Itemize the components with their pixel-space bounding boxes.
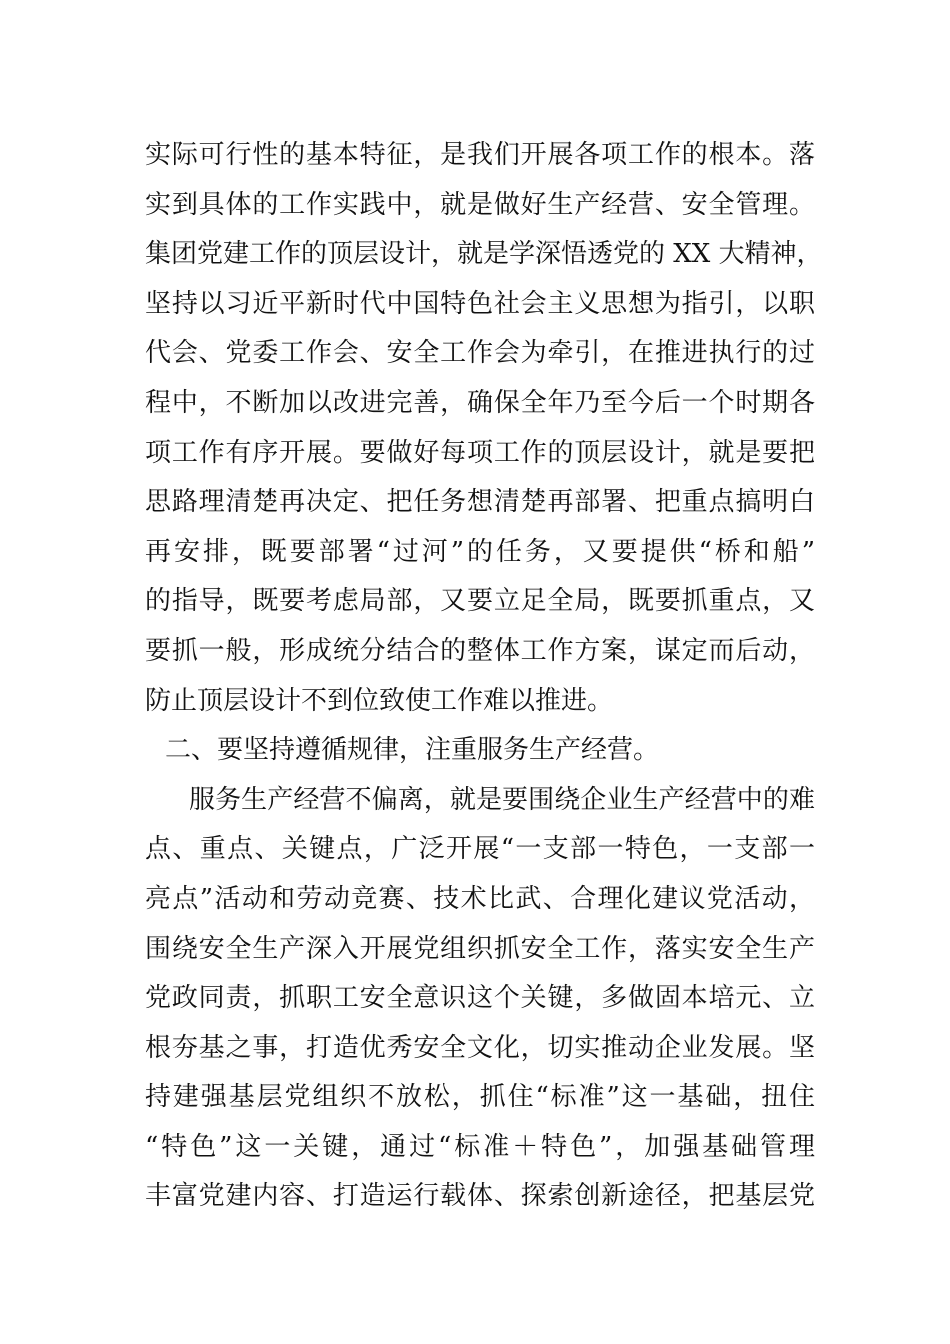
text-line: 点、重点、关键点，广泛开展“一支部一特色，一支部一	[145, 834, 815, 865]
text-line: 代会、党委工作会、安全工作会为牵引，在推进执行的过	[145, 338, 815, 369]
text-line: 党政同责，抓职工安全意识这个关键，多做固本培元、立	[145, 983, 815, 1014]
text-line: 程中，不断加以改进完善，确保全年乃至今后一个时期各	[145, 387, 815, 418]
text-line: 思路理清楚再决定、把任务想清楚再部署、把重点搞明白	[145, 487, 815, 518]
text-line: 根夯基之事，打造优秀安全文化，切实推动企业发展。坚	[145, 1032, 815, 1063]
text-line: 亮点”活动和劳动竞赛、技术比武、合理化建议党活动，	[145, 883, 815, 914]
text-line: 持建强基层党组织不放松，抓住“标准”这一基础，扭住	[145, 1082, 815, 1113]
text-line: 项工作有序开展。要做好每项工作的顶层设计，就是要把	[145, 437, 815, 468]
text-line: 集团党建工作的顶层设计，就是学深悟透党的 XX 大精神，	[145, 239, 823, 270]
text-line: 服务生产经营不偏离，就是要围绕企业生产经营中的难	[189, 784, 815, 815]
text-line: 实到具体的工作实践中，就是做好生产经营、安全管理。	[145, 189, 815, 220]
text-line: 再安排，既要部署“过河”的任务，又要提供“桥和船”	[145, 536, 815, 567]
text-line: 丰富党建内容、打造运行载体、探索创新途径，把基层党	[145, 1181, 815, 1212]
text-line: 围绕安全生产深入开展党组织抓安全工作，落实安全生产	[145, 933, 815, 964]
text-line: 实际可行性的基本特征，是我们开展各项工作的根本。落	[145, 140, 815, 170]
paragraph-continued	[145, 131, 823, 726]
text-line: “特色”这一关键，通过“标准＋特色”，加强基础管理	[145, 1131, 815, 1162]
section-heading: 二、要坚持遵循规律，注重服务生产经营。	[165, 735, 660, 766]
body-text	[145, 131, 823, 1222]
text-line: 防止顶层设计不到位致使工作难以推进。	[145, 685, 614, 716]
text-line: 要抓一般，形成统分结合的整体工作方案，谋定而后动，	[145, 635, 815, 666]
text-line: 的指导，既要考虑局部，又要立足全局，既要抓重点，又	[145, 586, 815, 617]
paragraph	[145, 776, 815, 1222]
text-line: 坚持以习近平新时代中国特色社会主义思想为指引，以职	[145, 288, 815, 319]
